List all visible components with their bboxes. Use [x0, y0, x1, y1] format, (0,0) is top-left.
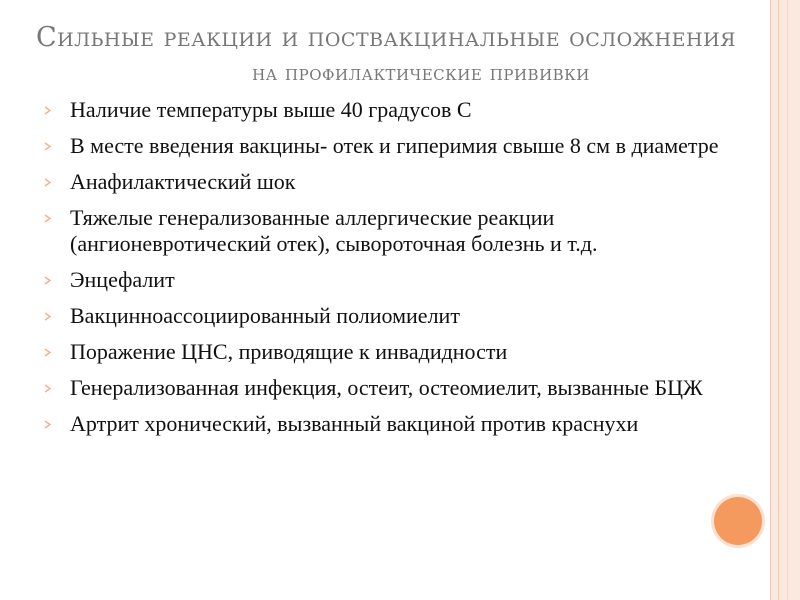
bullet-item	[44, 97, 744, 123]
slide-title	[36, 18, 736, 94]
bullet-item	[44, 411, 744, 437]
bullet-text: Наличие температуры выше 40 градусов С	[70, 97, 472, 122]
bullet-marker-icon	[44, 420, 51, 429]
bullet-item	[44, 267, 744, 293]
bullet-text: Тяжелые генерализованные аллергические реакции (ангионевротический отек), сывороточная болезнь и т.д.	[70, 205, 598, 256]
bullet-item	[44, 169, 744, 195]
bullet-marker-icon	[44, 178, 51, 187]
bullet-marker-icon	[44, 312, 51, 321]
bullet-item	[44, 133, 744, 159]
title-line-2: на профилактические прививки	[252, 61, 590, 86]
bullet-marker-icon	[44, 106, 51, 115]
bullet-marker-icon	[44, 214, 51, 223]
title-line-1: Сильные реакции и поствакцинальные осложнения	[36, 22, 736, 53]
bullet-marker-icon	[44, 142, 51, 151]
bullet-text: Артрит хронический, вызванный вакциной против краснухи	[70, 411, 639, 436]
bullet-item	[44, 375, 744, 401]
bullet-text: В месте введения вакцины- отек и гиперимия свыше 8 см в диаметре	[70, 133, 719, 158]
orange-circle-icon	[714, 497, 762, 545]
bullet-item	[44, 205, 744, 257]
bullet-marker-icon	[44, 348, 51, 357]
bullet-text: Энцефалит	[70, 267, 175, 292]
bullet-text: Анафилактический шок	[70, 169, 296, 194]
bullet-marker-icon	[44, 384, 51, 393]
bullet-item	[44, 303, 744, 329]
bullet-text: Вакцинноассоциированный полиомиелит	[70, 303, 460, 328]
decorative-side-band	[770, 0, 800, 600]
bullet-list	[44, 97, 744, 447]
bullet-item	[44, 339, 744, 365]
bullet-text: Генерализованная инфекция, остеит, остеомиелит, вызванные БЦЖ	[70, 375, 703, 400]
bullet-text: Поражение ЦНС, приводящие к инвадидности	[70, 339, 508, 364]
bullet-marker-icon	[44, 276, 51, 285]
